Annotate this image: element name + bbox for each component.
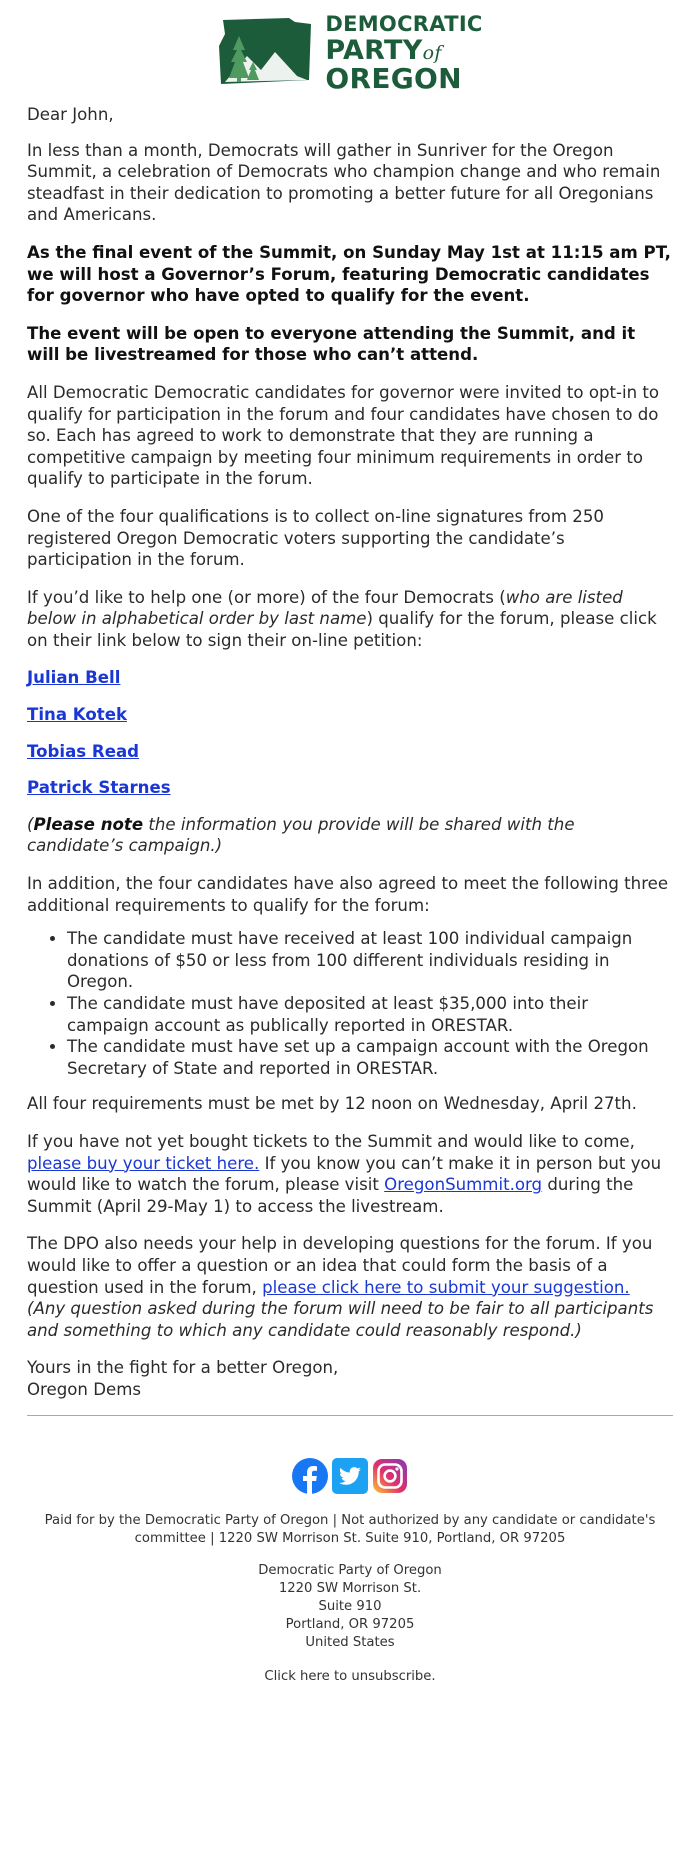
- candidate-item: [27, 667, 673, 689]
- note-bold-label: Please note: [33, 814, 144, 834]
- note-open-paren: (: [27, 814, 34, 834]
- tickets-text-start: If you have not yet bought tickets to the Summit and would like to come,: [27, 1131, 635, 1151]
- note-rest: the information you provide will be shared with the candidate’s campaign.): [27, 814, 575, 856]
- email-body: [27, 0, 673, 1684]
- tickets-text-end: during the Summit (April 29-May 1) to access the livestream.: [27, 1175, 634, 1216]
- requirement-item: • The candidate must have received at least 100 individual campaign donations of $50 or less from 100 different individuals residing in Oregon.: [67, 928, 673, 993]
- logo-of-word: of: [422, 41, 442, 64]
- instagram-icon[interactable]: [372, 1458, 408, 1494]
- requirement-item: • The candidate must have set up a campaign account with the Oregon Secretary of State and reported in ORESTAR.: [67, 1036, 673, 1079]
- petition-instructions-paragraph: [27, 587, 673, 652]
- signoff: [27, 1357, 673, 1400]
- candidate-item: [27, 741, 673, 763]
- candidate-link-patrick-starnes[interactable]: Patrick Starnes: [27, 778, 171, 798]
- address-line: Suite 910: [318, 1598, 382, 1614]
- logo-line-oregon: OREGON: [325, 61, 462, 95]
- address-line: 1220 SW Morrison St.: [278, 1580, 422, 1596]
- social-links: [27, 1458, 673, 1494]
- candidates-paragraph: All Democratic Democratic candidates for governor were invited to opt-in to qualify for participation in the forum and four candidates have chosen to do so. Each has agreed to work to demonstrate that they are running a competitive campaign by meeting four minimum requirements in order to qualify to participate in the forum.: [27, 382, 660, 489]
- signoff-line-1: Yours in the fight for a better Oregon,: [27, 1358, 339, 1378]
- twitter-icon[interactable]: [332, 1458, 368, 1494]
- oregon-state-logo-icon: [217, 16, 313, 90]
- candidate-item: [27, 777, 673, 799]
- candidate-link-tobias-read[interactable]: Tobias Read: [27, 741, 140, 761]
- petition-text-end: ) qualify for the forum, please click on their link below to sign their on-line petition:: [27, 609, 657, 650]
- mailing-address: [27, 1562, 673, 1653]
- additional-requirements-intro: In addition, the four candidates have also agreed to meet the following three additional requirements to qualify for the forum:: [27, 874, 669, 915]
- greeting: Dear John,: [27, 105, 114, 124]
- oregon-summit-link[interactable]: OregonSummit.org: [384, 1175, 543, 1195]
- requirement-item: • The candidate must have deposited at least $35,000 into their campaign account as publically reported in ORESTAR.: [67, 993, 673, 1036]
- logo-party-word: PARTY: [325, 34, 423, 66]
- petition-text-start: If you’d like to help one (or more) of the four Democrats (: [27, 587, 506, 607]
- facebook-icon[interactable]: [292, 1458, 328, 1494]
- candidate-link-tina-kotek[interactable]: Tina Kotek: [27, 705, 127, 725]
- logo-wordmark: [325, 11, 483, 95]
- logo-line-democratic: DEMOCRATIC: [325, 11, 483, 36]
- address-line: Portland, OR 97205: [285, 1617, 415, 1633]
- signoff-line-2: Oregon Dems: [27, 1379, 142, 1399]
- address-line: Democratic Party of Oregon: [258, 1562, 442, 1578]
- tickets-text-mid: If you know you can’t make it in person but you would like to watch the forum, please visit: [27, 1153, 662, 1195]
- questions-text-italic: (Any question asked during the forum will need to be fair to all participants and something to which any candidate could reasonably respond.): [27, 1299, 654, 1340]
- deadline-paragraph: All four requirements must be met by 12 noon on Wednesday, April 27th.: [27, 1094, 637, 1114]
- candidate-item: [27, 704, 673, 726]
- logo-line-party: [325, 34, 482, 66]
- questions-text-start: The DPO also needs your help in developing questions for the forum. If you would like to offer a question or an idea that could form the basis of a question used in the forum,: [27, 1234, 653, 1297]
- paid-for-disclaimer: Paid for by the Democratic Party of Oregon | Not authorized by any candidate or candidate's committee | 1220 SW Morrison St. Suite 910, Portland, OR 97205: [44, 1512, 656, 1546]
- petition-text-italic: who are listed below in alphabetical order by last name: [27, 587, 623, 629]
- signatures-paragraph: One of the four qualifications is to collect on-line signatures from 250 registered Oregon Democratic voters supporting the candidate’s participation in the forum.: [27, 506, 604, 570]
- buy-ticket-link[interactable]: please buy your ticket here.: [27, 1153, 260, 1173]
- footer-divider: [27, 1415, 673, 1416]
- tickets-paragraph: [27, 1131, 673, 1217]
- privacy-note-paragraph: [27, 814, 673, 857]
- questions-paragraph: [27, 1233, 673, 1341]
- submit-suggestion-link[interactable]: please click here to submit your suggestion.: [262, 1277, 630, 1297]
- unsubscribe-link[interactable]: Click here to unsubscribe.: [264, 1668, 436, 1684]
- requirements-list: [27, 928, 673, 1079]
- candidate-link-julian-bell[interactable]: Julian Bell: [27, 668, 121, 688]
- intro-paragraph: In less than a month, Democrats will gather in Sunriver for the Oregon Summit, a celebration of Democrats who champion change and who remain steadfast in their dedication to promoting a better future for all Oregonians and Americans.: [27, 140, 661, 225]
- dpo-logo[interactable]: [27, 11, 673, 95]
- forum-announcement-paragraph: As the final event of the Summit, on Sunday May 1st at 11:15 am PT, we will host a Governor’s Forum, featuring Democratic candidates for governor who have opted to qualify for the event.: [27, 242, 671, 306]
- address-line: United States: [305, 1635, 395, 1651]
- livestream-paragraph: The event will be open to everyone attending the Summit, and it will be livestreamed for those who can’t attend.: [27, 323, 636, 365]
